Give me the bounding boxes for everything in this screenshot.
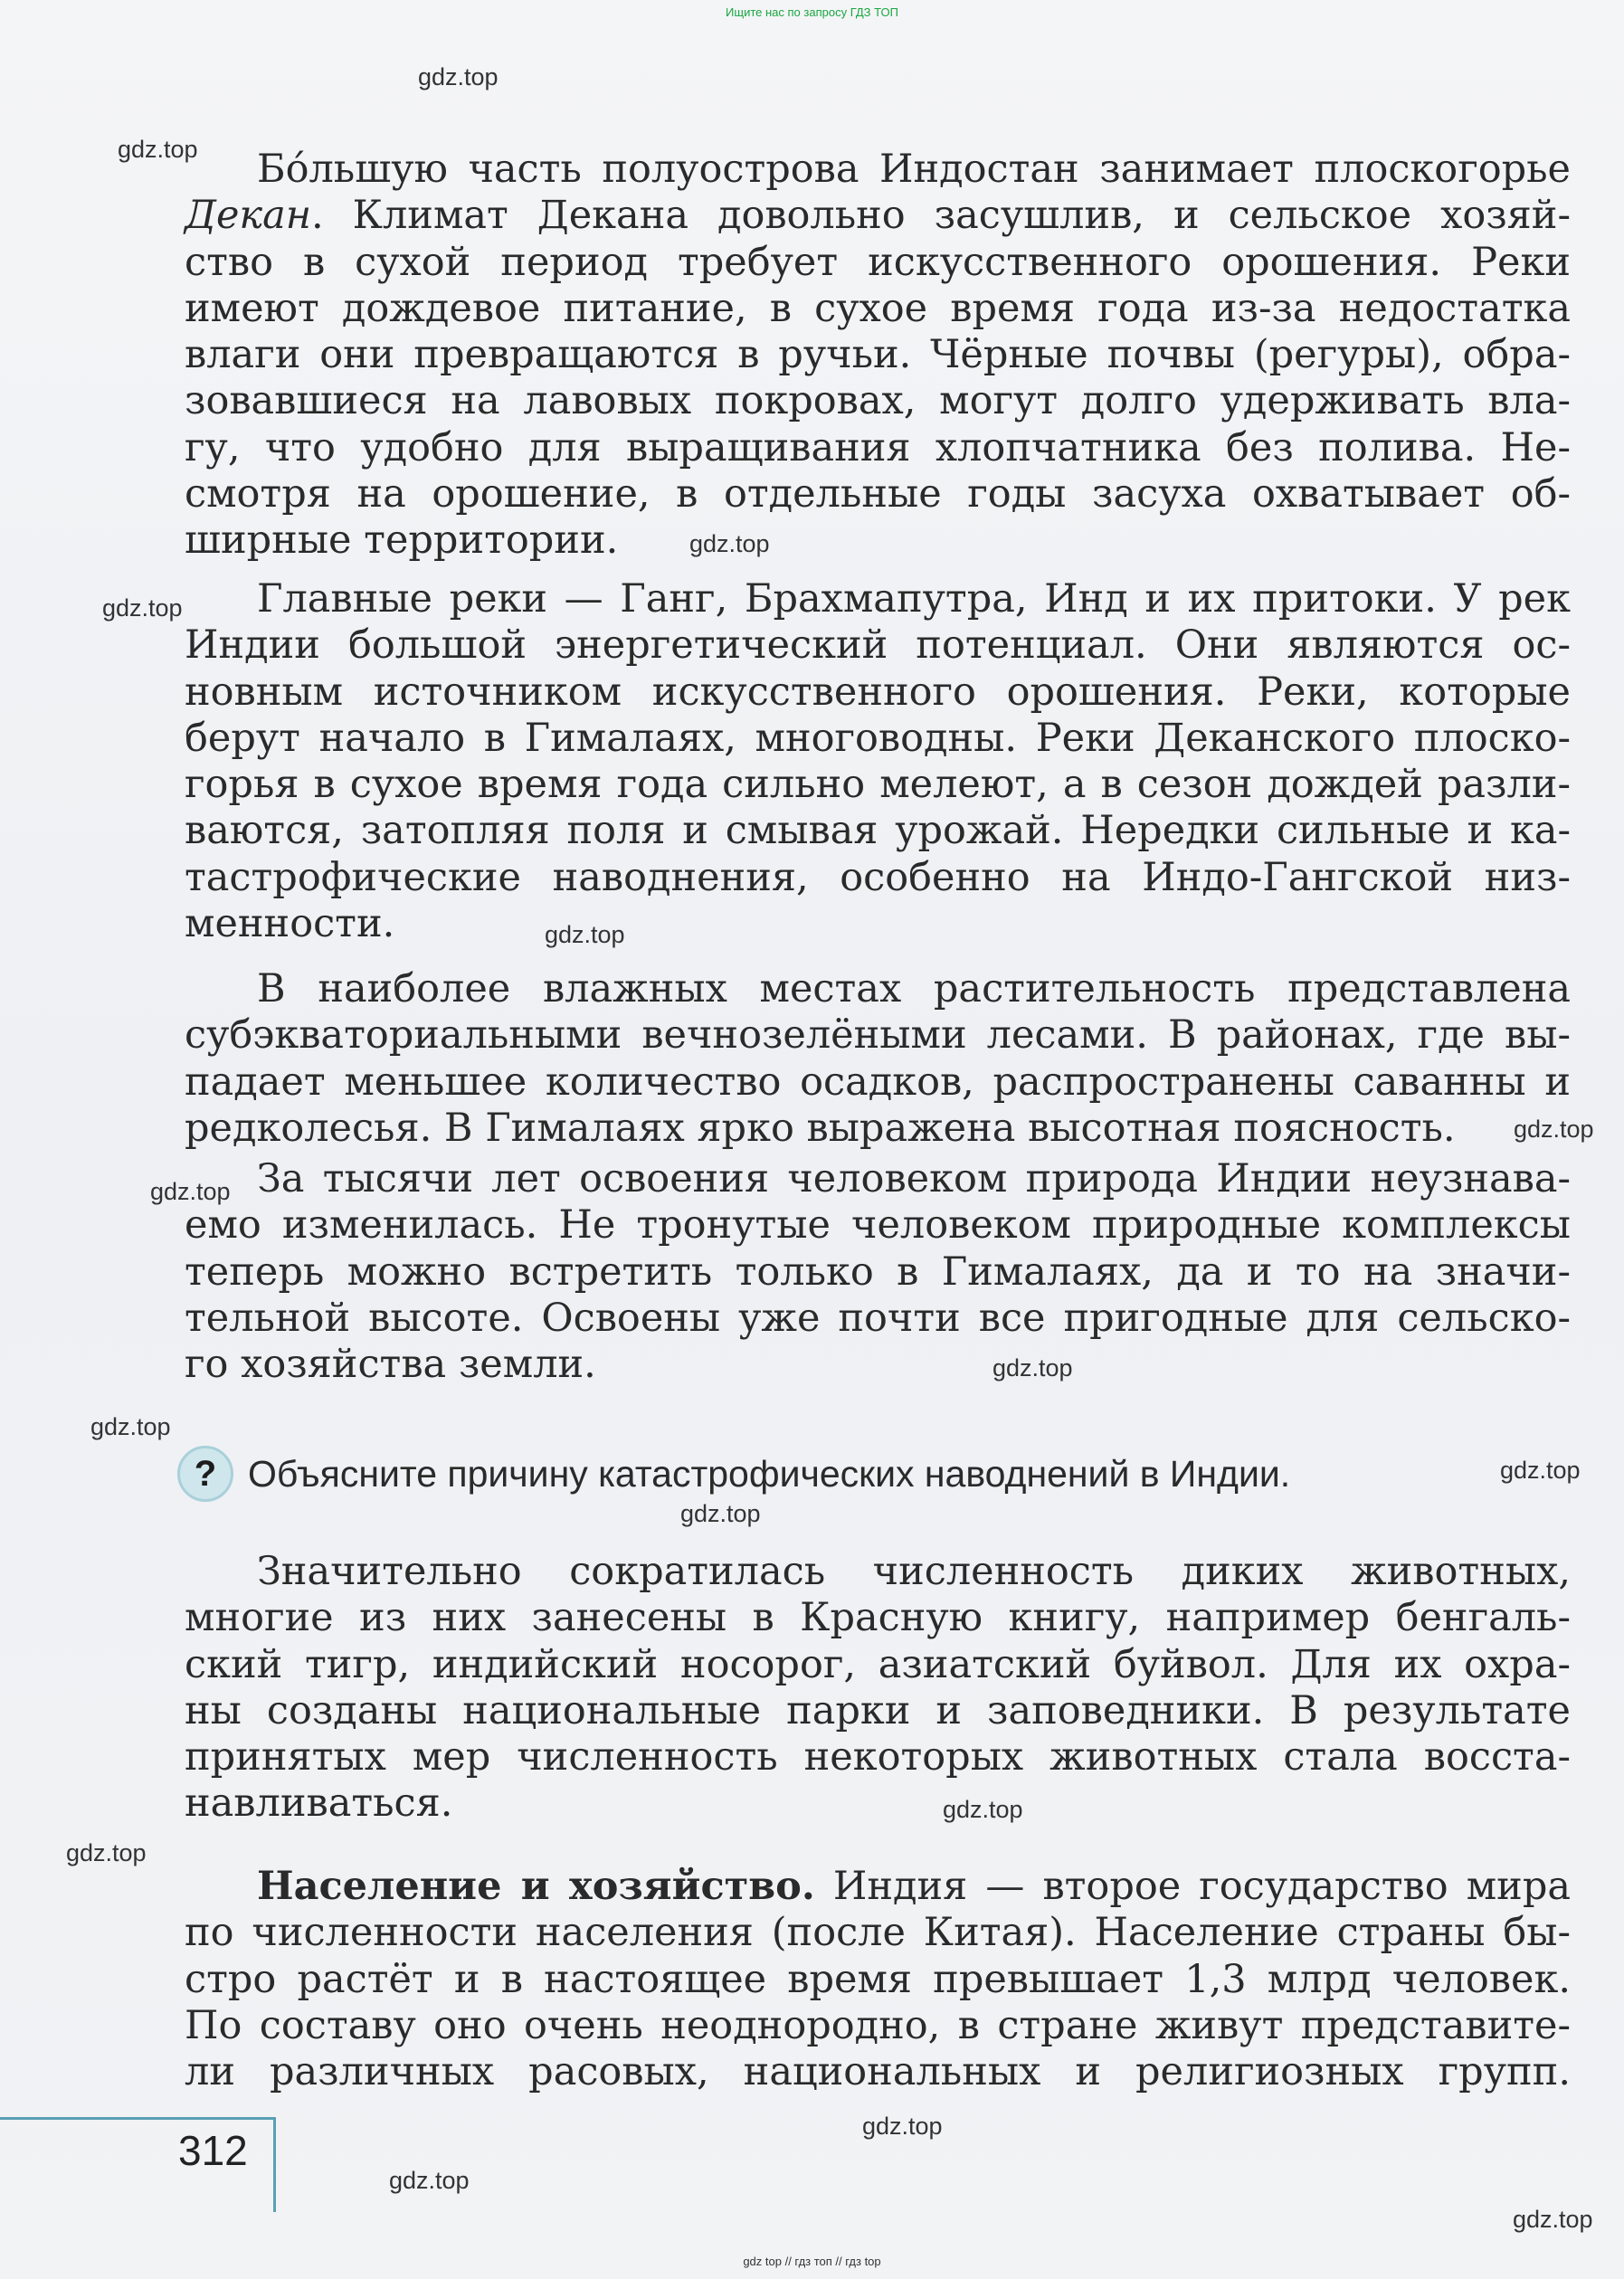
paragraph-4 <box>185 1156 1571 1388</box>
watermark: gdz.top <box>418 63 499 90</box>
watermark: gdz.top <box>943 1796 1023 1823</box>
text-line: имеют дождевое питание, в сухое время года из-за недостатка <box>185 285 1571 331</box>
paragraph-1 <box>185 147 1571 565</box>
text-line: берут начало в Гималаях, многоводны. Реки Деканского плоско- <box>185 715 1571 761</box>
text-line: емо изменилась. Не тронутые человеком природные комплексы <box>185 1202 1571 1249</box>
text-run: Индия — второе государство мира <box>814 1864 1571 1909</box>
text-line: Индии большой энергетический потенциал. Они являются ос- <box>185 622 1571 669</box>
paragraph-2 <box>185 576 1571 947</box>
text-line: ширные территории. <box>185 518 619 564</box>
watermark: gdz.top <box>66 1839 147 1866</box>
text-line: Главные реки — Ганг, Брахмапутра, Инд и их притоки. У рек <box>257 576 1571 622</box>
watermark: gdz.top <box>118 136 198 163</box>
text-line: смотря на орошение, в отдельные годы засуха охватывает об- <box>185 471 1571 518</box>
text-line: го хозяйства земли. <box>185 1342 596 1388</box>
page-number-divider <box>273 2117 276 2212</box>
watermark: gdz.top <box>90 1413 171 1440</box>
paragraph-5 <box>185 1549 1571 1828</box>
text-line: ны созданы национальные парки и заповедники. В результате <box>185 1687 1571 1733</box>
watermark: gdz.top <box>1514 1116 1594 1143</box>
watermark: gdz.top <box>680 1500 761 1527</box>
question-text: Объясните причину катастрофических наводнений в Индии. <box>248 1452 1291 1495</box>
watermark: gdz.top <box>992 1354 1073 1382</box>
text-line: тастрофические наводнения, особенно на Индо-Гангской низ- <box>185 854 1571 900</box>
text-line: За тысячи лет освоения человеком природа Индии неузнава- <box>257 1156 1571 1201</box>
text-line <box>185 193 1571 239</box>
paragraph-3 <box>185 966 1571 1152</box>
text-line: Бо́льшую часть полуострова Индостан занимает плоскогорье <box>257 147 1571 192</box>
text-line: принятых мер численность некоторых животных стала восста- <box>185 1734 1571 1780</box>
text-line: ли различных расовых, национальных и религиозных групп. <box>185 2049 1571 2095</box>
watermark: gdz.top <box>545 921 625 948</box>
term-italic: Декан <box>185 193 312 239</box>
text-line: В наиболее влажных местах растительность представлена <box>257 966 1571 1011</box>
text-line: ский тигр, индийский носорог, азиатский буйвол. Для их охра- <box>185 1641 1571 1687</box>
text-line: ство в сухой период требует искусственного орошения. Реки <box>185 239 1571 285</box>
watermark: gdz.top <box>389 2167 470 2194</box>
page-number-rule <box>0 2117 273 2120</box>
question-box <box>177 1444 1589 1504</box>
text-line: Значительно сократилась численность диких животных, <box>257 1549 1571 1594</box>
text-line: влаги они превращаются в ручьи. Чёрные почвы (регуры), обра- <box>185 332 1571 378</box>
text-line: стро растёт и в настоящее время превышает 1,3 млрд человек. <box>185 1956 1571 2002</box>
text-line: ваются, затопляя поля и смывая урожай. Нередки сильные и ка- <box>185 808 1571 854</box>
section-heading: Население и хозяйство. <box>257 1864 815 1909</box>
text-line: многие из них занесены в Красную книгу, например бенгаль- <box>185 1595 1571 1641</box>
text-line: зовавшиеся на лавовых покровах, могут долго удерживать вла- <box>185 378 1571 424</box>
text-line: менности. <box>185 901 395 947</box>
text-line: тельной высоте. Освоены уже почти все пригодные для сельско- <box>185 1295 1571 1341</box>
text-line: теперь можно встретить только в Гималаях, да и то на значи- <box>185 1249 1571 1295</box>
watermark: gdz.top <box>150 1178 231 1205</box>
text-line: навливаться. <box>185 1780 453 1827</box>
text-line: по численности населения (после Китая). Население страны бы- <box>185 1910 1571 1956</box>
text-line: редколесья. В Гималаях ярко выражена высотная поясность. <box>185 1105 1456 1151</box>
paragraph-6 <box>185 1864 1571 2095</box>
text-run: . Климат Декана довольно засушлив, и сельское хозяй- <box>311 193 1571 239</box>
watermark: gdz.top <box>862 2113 943 2140</box>
text-line: горья в сухое время года сильно мелеют, а в сезон дождей разли- <box>185 762 1571 808</box>
text-line: По составу оно очень неоднородно, в стране живут представите- <box>185 2002 1571 2048</box>
question-icon: ? <box>177 1446 233 1502</box>
text-line: падает меньшее количество осадков, распространены саванны и <box>185 1059 1571 1105</box>
watermark: gdz.top <box>102 594 183 622</box>
watermark: gdz.top <box>1500 1457 1581 1484</box>
watermark: gdz.top <box>1513 2206 1593 2233</box>
text-line <box>185 1864 1571 1910</box>
bottom-banner: gdz top // гдз топ // гдз top <box>743 2255 881 2268</box>
text-line: гу, что удобно для выращивания хлопчатника без полива. Не- <box>185 424 1571 470</box>
watermark: gdz.top <box>689 530 770 557</box>
text-line: новным источником искусственного орошения. Реки, которые <box>185 669 1571 715</box>
top-banner: Ищите нас по запросу ГДЗ ТОП <box>726 5 898 19</box>
text-line: субэкваториальными вечнозелёными лесами. В районах, где вы- <box>185 1012 1571 1059</box>
page-number: 312 <box>178 2127 248 2174</box>
